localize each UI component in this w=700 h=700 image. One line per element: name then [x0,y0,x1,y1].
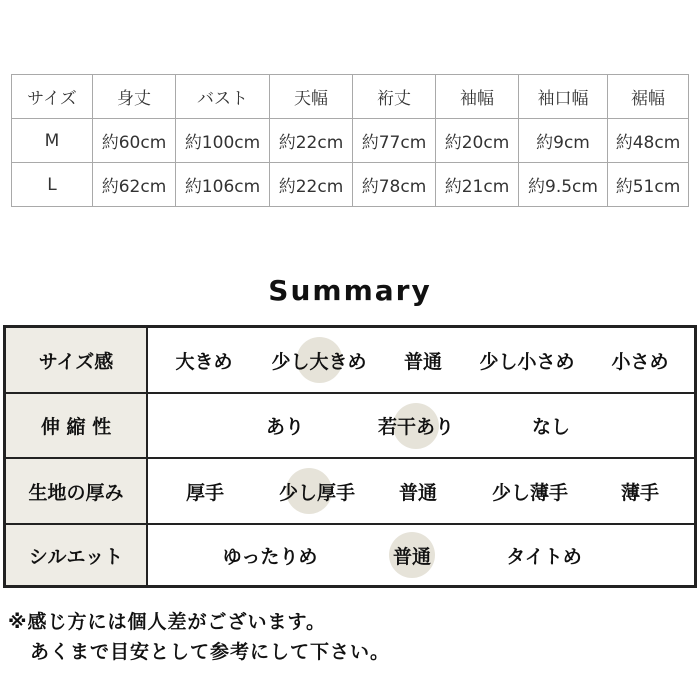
table-cell: 約22cm [270,163,353,207]
option-stretch-slight [378,394,454,457]
option-slightly-thick [279,459,355,523]
summary-row-stretch [6,392,694,457]
option-normal [404,328,442,392]
option-normal-silhouette [393,525,431,585]
option-label: あり [265,416,305,438]
option-stretch-none [532,394,570,457]
option-slightly-small [479,328,574,392]
table-cell: 約48cm [608,119,689,163]
table-cell: 約9.5cm [519,163,608,207]
table-cell: 約100cm [176,119,270,163]
option-label: 厚手 [185,481,225,504]
option-label: タイトめ [506,545,582,568]
table-cell: 約51cm [608,163,689,207]
table-cell: 約20cm [436,119,519,163]
note-line-2: あくまで目安として参考にして下さい。 [30,641,391,663]
row-label-silhouette: シルエット [6,525,148,585]
table-row [12,119,689,163]
header-cell-hem-width: 裾幅 [608,75,689,119]
option-large [175,328,232,392]
option-loose [223,525,318,585]
header-cell-size: サイズ [12,75,93,119]
summary-row-size-feel [6,328,694,392]
option-label: 普通 [403,350,443,373]
table-cell: 約9cm [519,119,608,163]
option-label: なし [531,416,571,438]
option-label: 若干あり [377,416,455,438]
table-cell: 約22cm [270,119,353,163]
table-cell: 約60cm [93,119,176,163]
table-cell: 約62cm [93,163,176,207]
table-cell: 約78cm [353,163,436,207]
table-cell: 約106cm [176,163,270,207]
row-label-size-feel: サイズ感 [6,328,148,392]
option-tight [506,525,582,585]
option-small [611,328,668,392]
summary-panel [3,325,697,588]
summary-row-thickness [6,457,694,523]
option-label: 小さめ [611,350,669,373]
table-cell: 約77cm [353,119,436,163]
option-label: 少し薄手 [491,481,569,504]
header-cell-cuff-width: 袖口幅 [519,75,608,119]
size-table-header-row [12,75,689,119]
option-thin [621,459,659,523]
option-slightly-large [271,328,366,392]
header-cell-sleeve-length: 裄丈 [353,75,436,119]
size-table [11,74,689,207]
option-label: 少し小さめ [479,350,575,373]
header-cell-sleeve-width: 袖幅 [436,75,519,119]
row-label-stretch: 伸 縮 性 [6,394,148,457]
option-normal-thickness [399,459,437,523]
row-label-thickness: 生地の厚み [6,459,148,523]
header-cell-shoulder: 天幅 [270,75,353,119]
option-label: 少し厚手 [278,481,356,504]
option-slightly-thin [492,459,568,523]
option-label: 少し大きめ [271,350,367,373]
summary-title: Summary [268,274,432,307]
header-cell-bust: バスト [176,75,270,119]
summary-row-silhouette [6,523,694,585]
header-cell-length: 身丈 [93,75,176,119]
table-cell: 約21cm [436,163,519,207]
option-stretch-yes [266,394,304,457]
option-label: 薄手 [620,481,660,504]
table-cell: L [12,163,93,207]
table-row [12,163,689,207]
option-label: ゆったりめ [222,545,318,568]
option-label: 普通 [392,545,432,568]
table-cell: M [12,119,93,163]
option-label: 普通 [398,481,438,504]
note-line-1: ※感じ方には個人差がございます。 [8,611,326,633]
option-thick [186,459,224,523]
option-label: 大きめ [175,350,233,373]
